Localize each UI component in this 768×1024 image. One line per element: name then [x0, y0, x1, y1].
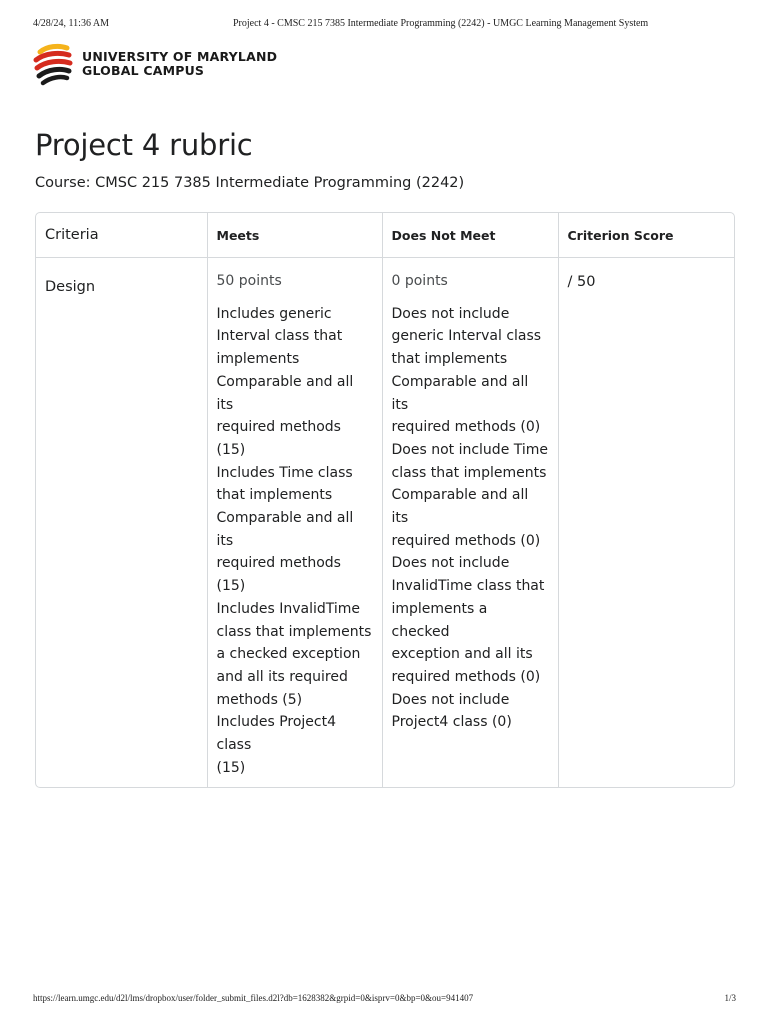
print-date: 4/28/24, 11:36 AM	[33, 18, 110, 29]
logo-line-2: GLOBAL CAMPUS	[82, 63, 205, 78]
does-not-meet-description-line: required methods (0)	[391, 419, 541, 436]
does-not-meet-description-line: required methods (0)	[391, 668, 541, 685]
criterion-cell	[36, 258, 207, 788]
meets-points: 50 points	[216, 273, 282, 289]
does-not-meet-description-line: Does not include	[391, 555, 510, 572]
meets-description-line: Interval class that	[216, 328, 343, 345]
meets-description-line: and all its required	[216, 668, 348, 685]
page-title: Project 4 rubric	[35, 128, 253, 162]
does-not-meet-description-line: Does not include Time	[391, 441, 549, 458]
criterion-score-cell	[558, 258, 734, 788]
does-not-meet-description-line: that implements	[391, 351, 508, 368]
print-page-number: 1/3	[724, 993, 736, 1003]
meets-description-line: required methods (15)	[216, 419, 341, 458]
header-does-not-meet: Does Not Meet	[382, 213, 558, 258]
does-not-meet-description-line: Comparable and all its	[391, 487, 529, 527]
meets-description-line: a checked exception	[216, 646, 361, 663]
table-row	[36, 258, 734, 788]
does-not-meet-cell	[382, 258, 558, 788]
meets-description-line: Includes Time class	[216, 464, 353, 481]
meets-description-line: Includes InvalidTime	[216, 600, 360, 617]
meets-description-line: Includes generic	[216, 305, 332, 322]
meets-description-line: class that implements	[216, 623, 372, 640]
does-not-meet-description-line: exception and all its	[391, 646, 533, 663]
print-url: https://learn.umgc.edu/d2l/lms/dropbox/user/folder_submit_files.d2l?db=1628382&grpid=0&isprv=0&bp=0&ou=941407	[33, 993, 474, 1003]
meets-description-line: required methods (15)	[216, 555, 341, 595]
does-not-meet-description-line: generic Interval class	[391, 328, 542, 345]
meets-description-line: Comparable and all its	[216, 373, 354, 413]
meets-description-line: Includes Project4 class	[216, 714, 337, 754]
header-meets: Meets	[207, 213, 382, 258]
does-not-meet-description-line: Does not include	[391, 305, 510, 322]
header-criteria: Criteria	[36, 213, 207, 258]
does-not-meet-description-line: Does not include	[391, 691, 510, 708]
does-not-meet-description-line: Project4 class (0)	[391, 714, 512, 731]
does-not-meet-description-line: InvalidTime class that	[391, 578, 545, 595]
rubric-table	[35, 212, 735, 788]
criterion-score: / 50	[567, 274, 596, 290]
umgc-logo-icon	[33, 43, 73, 87]
logo-line-1: UNIVERSITY OF MARYLAND	[82, 48, 278, 64]
print-document-title: Project 4 - CMSC 215 7385 Intermediate Programming (2242) - UMGC Learning Management System	[233, 18, 649, 29]
does-not-meet-description-line: required methods (0)	[391, 532, 541, 549]
rubric-header-row	[36, 213, 734, 258]
course-name: Course: CMSC 215 7385 Intermediate Programming (2242)	[35, 175, 465, 191]
does-not-meet-description-line: Comparable and all its	[391, 373, 529, 413]
does-not-meet-points: 0 points	[391, 273, 448, 289]
meets-description-line: methods (5)	[216, 691, 303, 708]
meets-description-line: implements	[216, 351, 300, 368]
meets-cell	[207, 258, 382, 788]
header-criterion-score: Criterion Score	[558, 213, 734, 258]
meets-description-line: that implements	[216, 487, 333, 504]
meets-description-line: (15)	[216, 759, 246, 776]
does-not-meet-description-line: class that implements	[391, 464, 547, 481]
university-logo[interactable]	[33, 43, 277, 87]
does-not-meet-description-line: implements a checked	[391, 600, 488, 640]
criterion-name: Design	[45, 279, 96, 295]
meets-description-line: Comparable and all its	[216, 510, 354, 549]
logo-wordmark	[82, 50, 277, 79]
